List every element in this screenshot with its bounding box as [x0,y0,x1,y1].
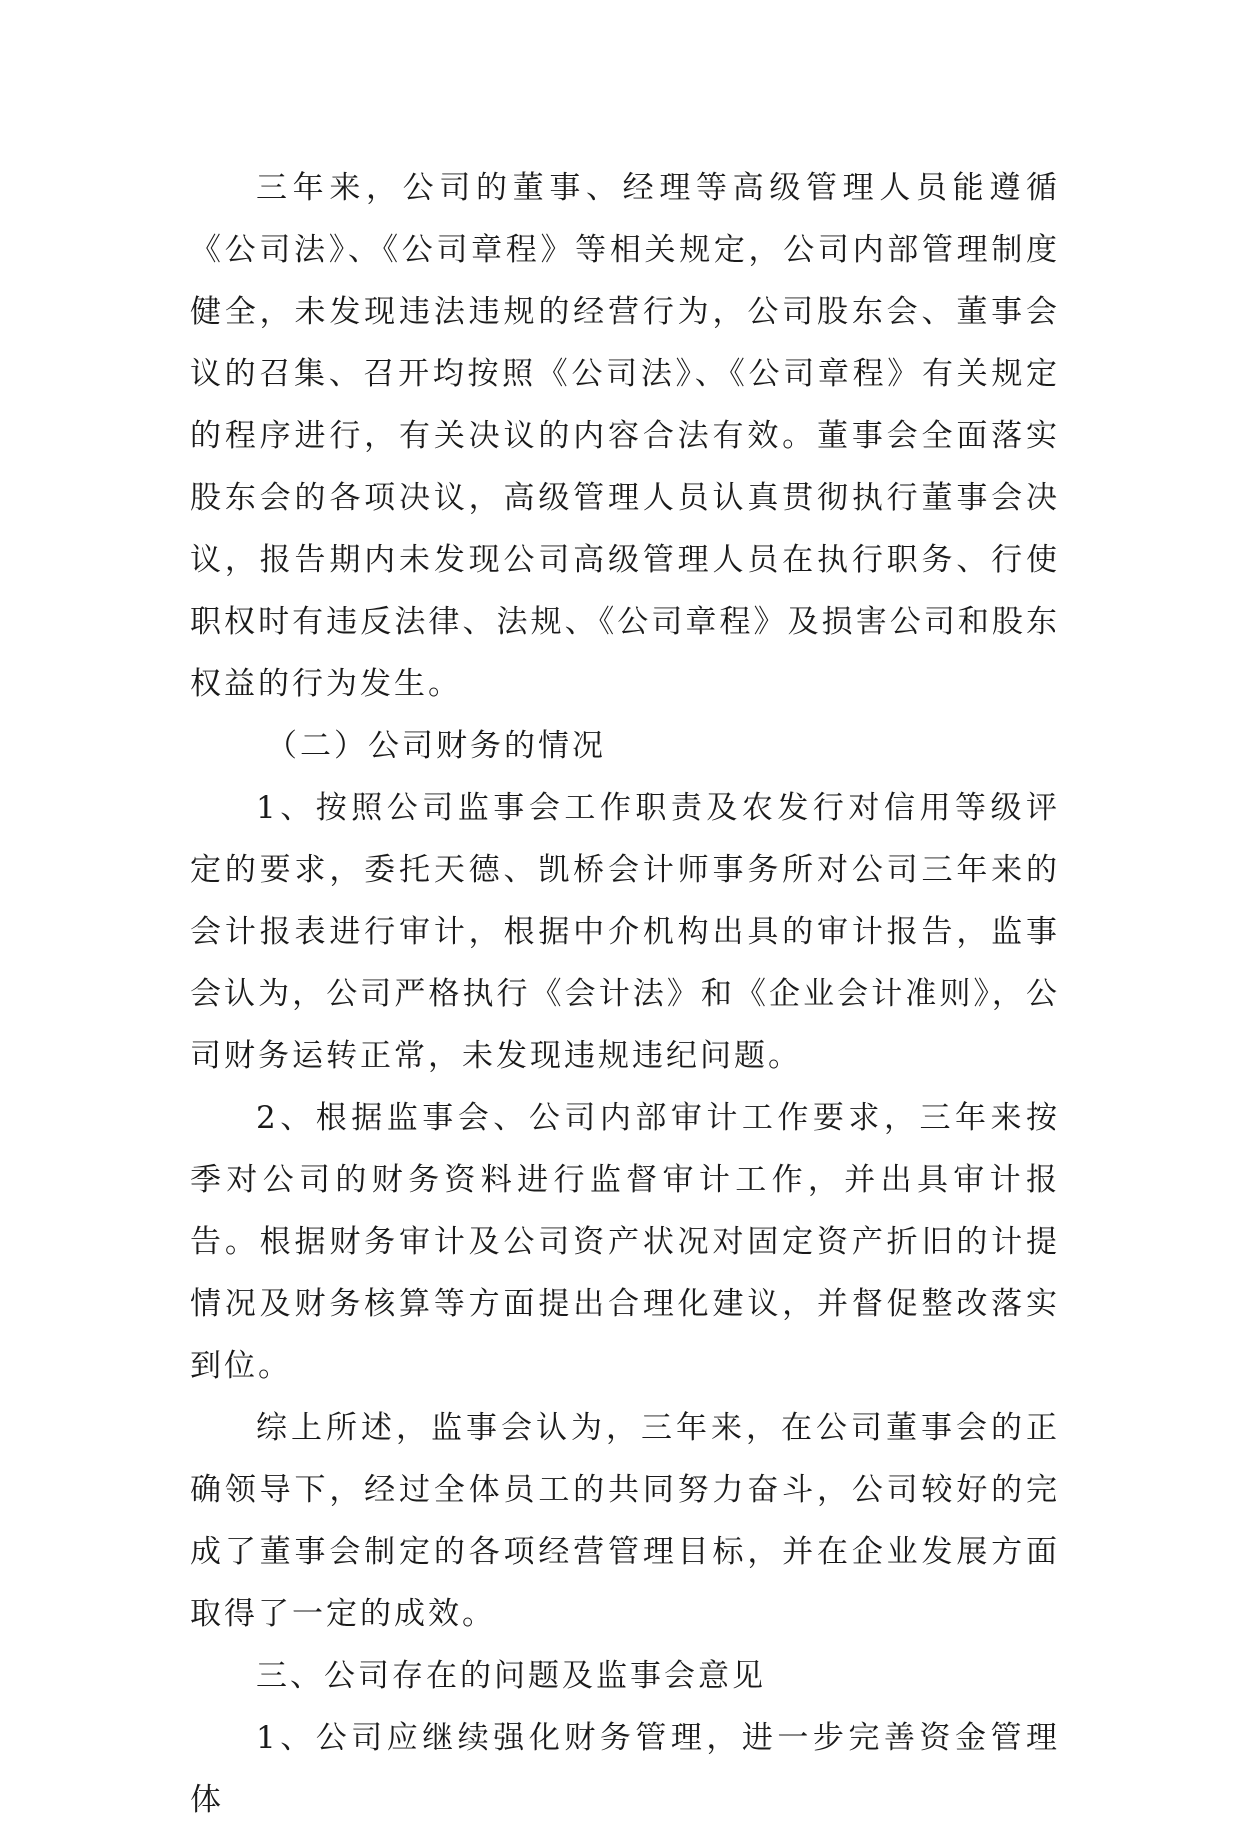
paragraph-management-compliance: 三年来，公司的董事、经理等高级管理人员能遵循《公司法》、《公司章程》等相关规定，公司内部管理制度健全，未发现违法违规的经营行为，公司股东会、董事会议的召集、召开均按照《公司法》、《公司章程》有关规定的程序进行，有关决议的内容合法有效。董事会全面落实股东会的各项决议，高级管理人员认真贯彻执行董事会决议，报告期内未发现公司高级管理人员在执行职务、行使职权时有违反法律、法规、《公司章程》及损害公司和股东权益的行为发生。 [190,170,1060,702]
paragraph-issue-1: 1、公司应继续强化财务管理，进一步完善资金管理体 [190,1720,1060,1818]
document-body [190,157,1060,1831]
paragraph-internal-audit: 2、根据监事会、公司内部审计工作要求，三年来按季对公司的财务资料进行监督审计工作，并出具审计报告。根据财务审计及公司资产状况对固定资产折旧的计提情况及财务核算等方面提出合理化建议，并督促整改落实到位。 [190,1100,1060,1384]
section-heading-finance: （二）公司财务的情况 [266,728,606,764]
paragraph-summary: 综上所述，监事会认为，三年来，在公司董事会的正确领导下，经过全体员工的共同努力奋斗，公司较好的完成了董事会制定的各项经营管理目标，并在企业发展方面取得了一定的成效。 [190,1410,1060,1632]
section-heading-issues: 三、公司存在的问题及监事会意见 [256,1658,766,1694]
paragraph-finance-audit: 1、按照公司监事会工作职责及农发行对信用等级评定的要求，委托天德、凯桥会计师事务所对公司三年来的会计报表进行审计，根据中介机构出具的审计报告，监事会认为，公司严格执行《会计法》和《企业会计准则》，公司财务运转正常，未发现违规违纪问题。 [190,790,1060,1074]
